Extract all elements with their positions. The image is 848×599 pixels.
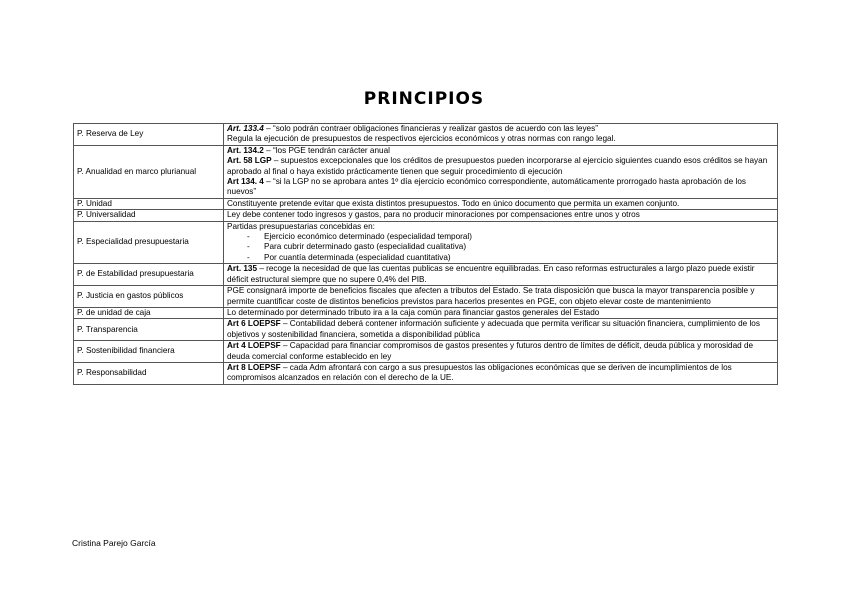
principle-description (224, 264, 778, 286)
description-line (227, 210, 774, 220)
description-text: Partidas presupuestarias concebidas en: (227, 221, 375, 231)
description-line (227, 199, 774, 209)
principle-name: P. Especialidad presupuestaria (74, 221, 224, 264)
principle-description (224, 198, 778, 209)
principle-name: P. Universalidad (74, 210, 224, 221)
article-reference: Art. 134.2 (227, 145, 264, 155)
description-line (227, 124, 774, 134)
list-item: - Ejercicio económico determinado (especialidad temporal) (247, 232, 774, 242)
description-line (227, 319, 774, 340)
principle-name: P. de Estabilidad presupuestaria (74, 264, 224, 286)
description-line (227, 134, 774, 144)
table-row (74, 362, 778, 384)
description-line (227, 177, 774, 198)
description-text: – cada Adm afrontará con cargo a sus presupuestos las obligaciones económicas que se deriven de incumplimientos de los compromisos alcanzados en relación con el derecho de la UE. (227, 362, 732, 383)
principle-description (224, 286, 778, 308)
article-reference: Art 6 LOEPSF (227, 319, 281, 329)
table-row (74, 145, 778, 198)
page-title: PRINCIPIOS (363, 89, 485, 109)
description-line (227, 308, 774, 318)
article-reference: Art. 133.4 (227, 124, 264, 133)
description-line (227, 222, 774, 232)
description-text: – supuestos excepcionales que los créditos de presupuestos pueden incorporarse al ejercicio siguientes cuando esos créditos se hayan aprobado al final o haya existido prácticamente tienen que seguir procedimiento di ejecución (227, 156, 768, 176)
principle-name: P. de unidad de caja (74, 307, 224, 318)
principle-description (224, 124, 778, 146)
principles-table (73, 123, 778, 385)
description-text: Ley debe contener todo ingresos y gastos, para no producir minoraciones por compensaciones entre unos y otros (227, 210, 640, 220)
description-line (227, 156, 774, 177)
table-row (74, 198, 778, 209)
list-item: - Para cubrir determinado gasto (especialidad cualitativa) (247, 242, 774, 252)
principle-description (224, 210, 778, 221)
description-line (227, 363, 774, 384)
description-line (227, 286, 774, 307)
description-text: Lo determinado por determinado tributo ira a la caja común para financiar gastos generales del Estado (227, 307, 600, 317)
description-text: Constituyente pretende evitar que exista distintos presupuestos. Todo en único documento que permita un examen conjunto. (227, 198, 680, 208)
table-row (74, 124, 778, 146)
description-line (227, 264, 774, 285)
principle-name: P. Reserva de Ley (74, 124, 224, 146)
list-item: - Por cuantía determinada (especialidad cuantitativa) (247, 253, 774, 263)
description-text: PGE consignará importe de beneficios fiscales que afecten a tributos del Estado. Se trata disposición que busca la mayor transparencia posible y permite cuantificar coste de distintos beneficios previstos para hacerlos presentes en PGE, con objeto elevar coste de mantenimiento (227, 286, 755, 306)
article-reference: Art 134. 4 (227, 177, 264, 187)
description-text: – “solo podrán contraer obligaciones financieras y realizar gastos de acuerdo con las leyes” (263, 124, 598, 133)
principle-description (224, 307, 778, 318)
description-text: – “si la LGP no se aprobara antes 1º día ejercicio económico correspondiente, automáticamente prorrogado hasta aprobación de los nuevos” (227, 177, 746, 197)
principle-description (224, 319, 778, 341)
description-line (227, 146, 774, 156)
table-row (74, 210, 778, 221)
table-row (74, 319, 778, 341)
principle-description (224, 221, 778, 264)
table-row (74, 307, 778, 318)
footer-author: Cristina Parejo García (72, 538, 156, 548)
article-reference: Art. 58 LGP (227, 156, 272, 166)
table-row (74, 286, 778, 308)
principle-description (224, 362, 778, 384)
principle-description (224, 341, 778, 363)
bullet-list (227, 232, 774, 263)
principle-name: P. Unidad (74, 198, 224, 209)
principle-name: P. Anualidad en marco plurianual (74, 145, 224, 198)
principle-name: P. Responsabilidad (74, 362, 224, 384)
description-text: – recoge la necesidad de que las cuentas publicas se encuentre equilibradas. En caso reformas estructurales a largo plazo puede existir déficit estructural siempre que no supere 0,4% del PIB. (227, 264, 755, 284)
article-reference: Art 4 LOEPSF (227, 341, 281, 351)
principle-name: P. Justicia en gastos públicos (74, 286, 224, 308)
principle-name: P. Transparencia (74, 319, 224, 341)
description-text: Regula la ejecución de presupuestos de respectivos ejercicios económicos y otras normas con rango legal. (227, 134, 616, 144)
description-text: – “los PGE tendrán carácter anual (263, 145, 390, 155)
principle-description (224, 145, 778, 198)
article-reference: Art. 135 (227, 264, 258, 274)
article-reference: Art 8 LOEPSF (227, 362, 281, 372)
description-line (227, 341, 774, 362)
table-row (74, 264, 778, 286)
table-row (74, 221, 778, 264)
description-text: – Contabilidad deberá contener información suficiente y adecuada que permita verificar su situación financiera, cumplimiento de los objetivos y sostenibilidad financiera, sometida a disponibilidad pública (227, 319, 760, 339)
description-text: – Capacidad para financiar compromisos de gastos presentes y futuros dentro de límites de déficit, deuda pública y morosidad de deuda comercial conforme establecido en ley (227, 341, 754, 361)
principle-name: P. Sostenibilidad financiera (74, 341, 224, 363)
table-row (74, 341, 778, 363)
